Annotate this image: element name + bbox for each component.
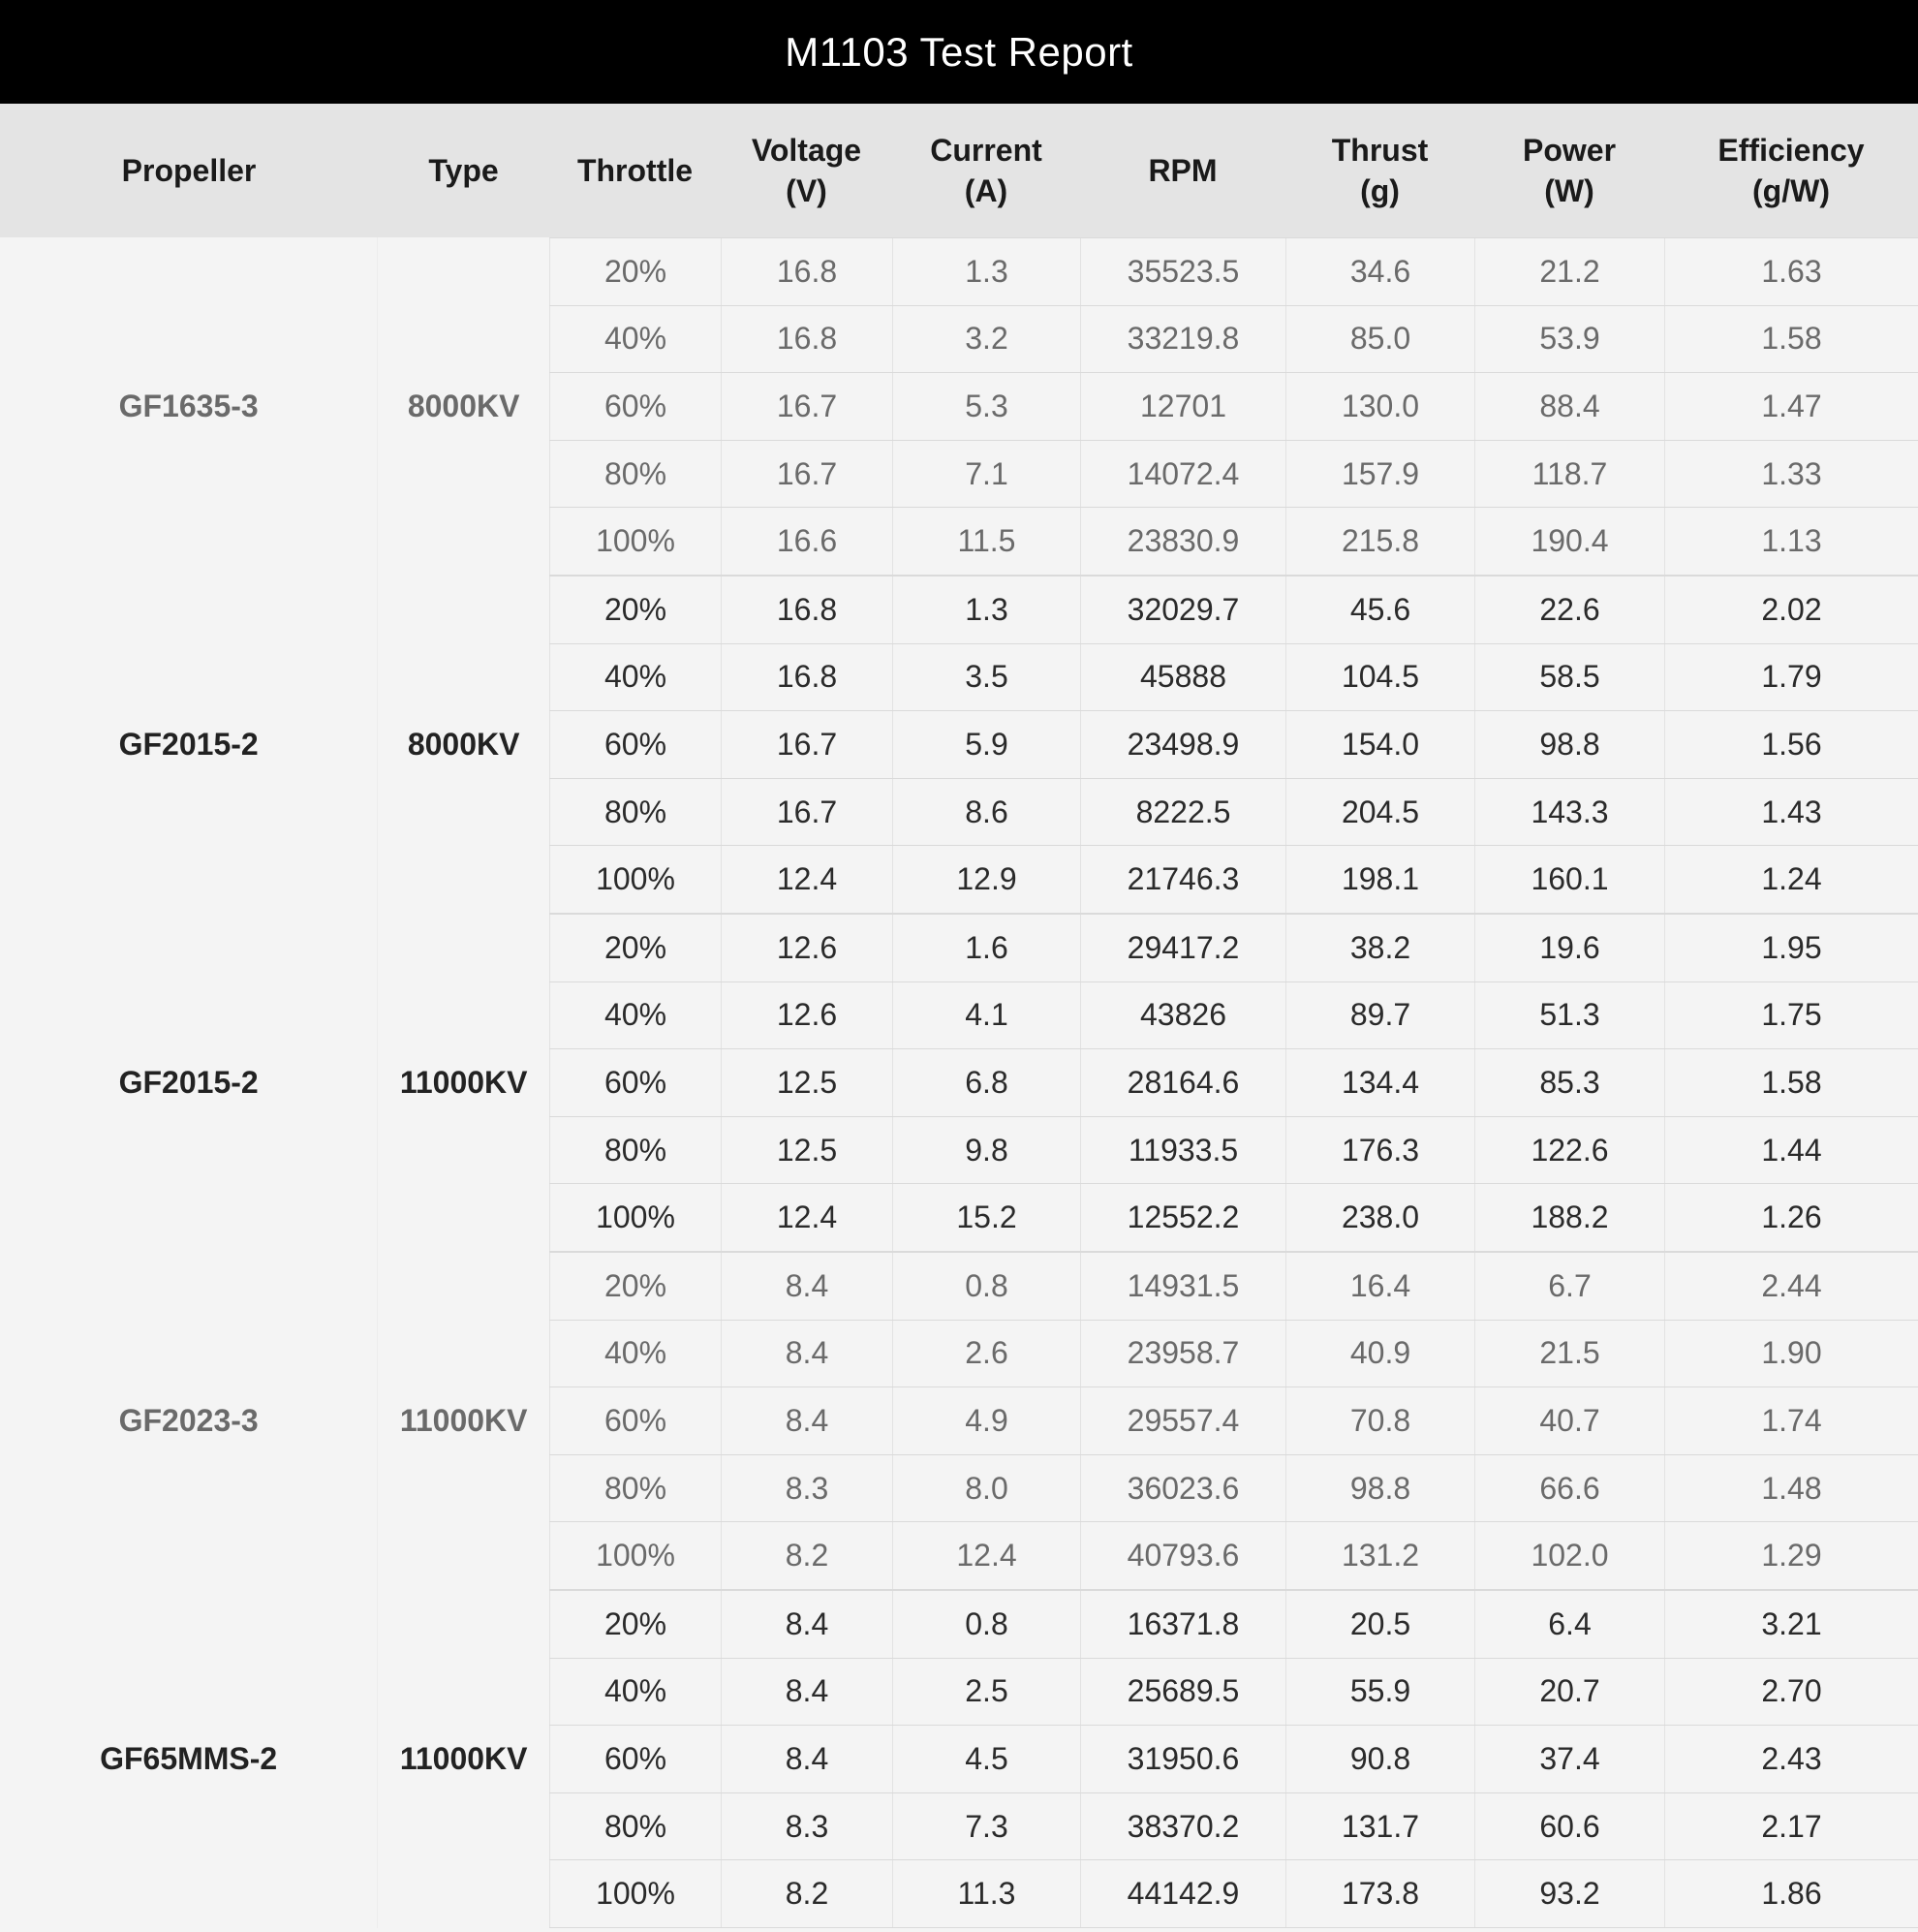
current-cell: 6.8 (892, 1049, 1080, 1116)
voltage-cell: 16.7 (721, 373, 892, 440)
table-row (549, 1726, 1918, 1793)
motor-type: 8000KV (377, 576, 549, 914)
current-cell: 0.8 (892, 1591, 1080, 1658)
throttle-cell: 20% (549, 238, 721, 305)
current-cell: 1.3 (892, 238, 1080, 305)
voltage-cell: 12.6 (721, 915, 892, 982)
table-row (549, 576, 1918, 644)
rpm-cell: 31950.6 (1080, 1726, 1285, 1792)
throttle-cell: 20% (549, 1591, 721, 1658)
current-cell: 2.5 (892, 1659, 1080, 1726)
power-cell: 98.8 (1474, 711, 1664, 778)
thrust-cell: 154.0 (1285, 711, 1474, 778)
header-type: Type (428, 153, 499, 188)
thrust-cell: 38.2 (1285, 915, 1474, 982)
power-cell: 40.7 (1474, 1387, 1664, 1454)
table-row (549, 914, 1918, 982)
efficiency-cell: 1.24 (1664, 846, 1918, 913)
rpm-cell: 45888 (1080, 644, 1285, 711)
voltage-cell: 8.2 (721, 1860, 892, 1927)
rpm-cell: 38370.2 (1080, 1793, 1285, 1860)
table-row (549, 1049, 1918, 1117)
propeller-name: GF2015-2 (118, 1065, 259, 1100)
power-cell: 122.6 (1474, 1117, 1664, 1184)
rpm-cell: 25689.5 (1080, 1659, 1285, 1726)
voltage-cell: 8.2 (721, 1522, 892, 1589)
power-cell: 143.3 (1474, 779, 1664, 846)
power-cell: 102.0 (1474, 1522, 1664, 1589)
power-cell: 53.9 (1474, 306, 1664, 373)
throttle-cell: 40% (549, 1321, 721, 1387)
header-current: Current (A) (930, 133, 1042, 208)
thrust-cell: 198.1 (1285, 846, 1474, 913)
throttle-cell: 60% (549, 711, 721, 778)
rpm-cell: 28164.6 (1080, 1049, 1285, 1116)
current-cell: 9.8 (892, 1117, 1080, 1184)
voltage-cell: 8.3 (721, 1455, 892, 1522)
current-cell: 4.5 (892, 1726, 1080, 1792)
table-row (549, 373, 1918, 441)
current-cell: 8.6 (892, 779, 1080, 846)
throttle-cell: 40% (549, 1659, 721, 1726)
power-cell: 190.4 (1474, 508, 1664, 575)
thrust-cell: 16.4 (1285, 1253, 1474, 1320)
efficiency-cell: 1.74 (1664, 1387, 1918, 1454)
header-voltage: Voltage (V) (751, 133, 862, 208)
throttle-cell: 40% (549, 982, 721, 1049)
header-efficiency: Efficiency (g/W) (1717, 133, 1865, 208)
power-cell: 6.7 (1474, 1253, 1664, 1320)
motor-type: 11000KV (377, 1590, 549, 1928)
throttle-cell: 100% (549, 1184, 721, 1251)
rpm-cell: 12552.2 (1080, 1184, 1285, 1251)
power-cell: 160.1 (1474, 846, 1664, 913)
group-rows (549, 576, 1918, 914)
power-cell: 85.3 (1474, 1049, 1664, 1116)
table-row (549, 1522, 1918, 1590)
voltage-cell: 16.6 (721, 508, 892, 575)
rpm-cell: 14931.5 (1080, 1253, 1285, 1320)
table-row (549, 237, 1918, 306)
efficiency-cell: 1.26 (1664, 1184, 1918, 1251)
power-cell: 22.6 (1474, 576, 1664, 643)
voltage-cell: 8.4 (721, 1387, 892, 1454)
rpm-cell: 43826 (1080, 982, 1285, 1049)
efficiency-cell: 1.56 (1664, 711, 1918, 778)
rpm-cell: 23830.9 (1080, 508, 1285, 575)
power-cell: 51.3 (1474, 982, 1664, 1049)
table-row (549, 508, 1918, 576)
power-cell: 21.5 (1474, 1321, 1664, 1387)
throttle-cell: 60% (549, 1387, 721, 1454)
table-body (0, 237, 1918, 1928)
power-cell: 93.2 (1474, 1860, 1664, 1927)
thrust-cell: 176.3 (1285, 1117, 1474, 1184)
rpm-cell: 21746.3 (1080, 846, 1285, 913)
efficiency-cell: 1.58 (1664, 306, 1918, 373)
rpm-cell: 11933.5 (1080, 1117, 1285, 1184)
thrust-cell: 20.5 (1285, 1591, 1474, 1658)
table-row (549, 1387, 1918, 1455)
efficiency-cell: 1.48 (1664, 1455, 1918, 1522)
throttle-cell: 80% (549, 441, 721, 508)
current-cell: 4.9 (892, 1387, 1080, 1454)
thrust-cell: 85.0 (1285, 306, 1474, 373)
table-row (549, 1590, 1918, 1659)
header-rpm: RPM (1148, 153, 1218, 188)
table-row (549, 644, 1918, 712)
header-power: Power (W) (1522, 133, 1617, 208)
header-throttle: Throttle (576, 153, 694, 188)
throttle-cell: 80% (549, 779, 721, 846)
rpm-cell: 33219.8 (1080, 306, 1285, 373)
throttle-cell: 20% (549, 576, 721, 643)
motor-type: 8000KV (377, 237, 549, 576)
rpm-cell: 16371.8 (1080, 1591, 1285, 1658)
voltage-cell: 8.4 (721, 1726, 892, 1792)
current-cell: 3.2 (892, 306, 1080, 373)
efficiency-cell: 3.21 (1664, 1591, 1918, 1658)
efficiency-cell: 1.33 (1664, 441, 1918, 508)
rpm-cell: 29417.2 (1080, 915, 1285, 982)
thrust-cell: 104.5 (1285, 644, 1474, 711)
current-cell: 12.4 (892, 1522, 1080, 1589)
efficiency-cell: 2.44 (1664, 1253, 1918, 1320)
current-cell: 11.3 (892, 1860, 1080, 1927)
current-cell: 7.1 (892, 441, 1080, 508)
rpm-cell: 29557.4 (1080, 1387, 1285, 1454)
efficiency-cell: 1.47 (1664, 373, 1918, 440)
propeller-name: GF65MMS-2 (100, 1741, 278, 1776)
propeller-name: GF2023-3 (118, 1403, 259, 1438)
voltage-cell: 16.8 (721, 238, 892, 305)
efficiency-cell: 2.43 (1664, 1726, 1918, 1792)
throttle-cell: 100% (549, 1860, 721, 1927)
rpm-cell: 44142.9 (1080, 1860, 1285, 1927)
efficiency-cell: 1.86 (1664, 1860, 1918, 1927)
current-cell: 5.3 (892, 373, 1080, 440)
table-row (549, 1252, 1918, 1321)
rpm-cell: 14072.4 (1080, 441, 1285, 508)
rpm-cell: 36023.6 (1080, 1455, 1285, 1522)
power-cell: 19.6 (1474, 915, 1664, 982)
group-rows (549, 1252, 1918, 1590)
voltage-cell: 8.4 (721, 1253, 892, 1320)
throttle-cell: 100% (549, 1522, 721, 1589)
thrust-cell: 45.6 (1285, 576, 1474, 643)
throttle-cell: 20% (549, 1253, 721, 1320)
current-cell: 1.3 (892, 576, 1080, 643)
thrust-cell: 40.9 (1285, 1321, 1474, 1387)
throttle-cell: 40% (549, 306, 721, 373)
propeller-group (0, 576, 1918, 914)
efficiency-cell: 1.75 (1664, 982, 1918, 1049)
rpm-cell: 23958.7 (1080, 1321, 1285, 1387)
thrust-cell: 238.0 (1285, 1184, 1474, 1251)
voltage-cell: 12.5 (721, 1049, 892, 1116)
table-row (549, 1659, 1918, 1727)
current-cell: 8.0 (892, 1455, 1080, 1522)
rpm-cell: 23498.9 (1080, 711, 1285, 778)
current-cell: 12.9 (892, 846, 1080, 913)
motor-type: 11000KV (377, 1252, 549, 1590)
voltage-cell: 16.8 (721, 576, 892, 643)
throttle-cell: 100% (549, 846, 721, 913)
table-row (549, 1793, 1918, 1861)
thrust-cell: 131.2 (1285, 1522, 1474, 1589)
voltage-cell: 16.7 (721, 441, 892, 508)
propeller-name: GF1635-3 (118, 389, 259, 423)
efficiency-cell: 1.95 (1664, 915, 1918, 982)
current-cell: 3.5 (892, 644, 1080, 711)
efficiency-cell: 1.13 (1664, 508, 1918, 575)
throttle-cell: 80% (549, 1793, 721, 1860)
efficiency-cell: 2.02 (1664, 576, 1918, 643)
thrust-cell: 157.9 (1285, 441, 1474, 508)
power-cell: 88.4 (1474, 373, 1664, 440)
table-header (0, 104, 1918, 237)
rpm-cell: 32029.7 (1080, 576, 1285, 643)
propeller-name: GF2015-2 (118, 727, 259, 762)
table-row (549, 711, 1918, 779)
header-thrust: Thrust (g) (1331, 133, 1429, 208)
current-cell: 11.5 (892, 508, 1080, 575)
thrust-cell: 204.5 (1285, 779, 1474, 846)
efficiency-cell: 1.58 (1664, 1049, 1918, 1116)
thrust-cell: 98.8 (1285, 1455, 1474, 1522)
thrust-cell: 89.7 (1285, 982, 1474, 1049)
thrust-cell: 34.6 (1285, 238, 1474, 305)
group-rows (549, 237, 1918, 576)
current-cell: 7.3 (892, 1793, 1080, 1860)
power-cell: 20.7 (1474, 1659, 1664, 1726)
thrust-cell: 70.8 (1285, 1387, 1474, 1454)
efficiency-cell: 2.70 (1664, 1659, 1918, 1726)
power-cell: 21.2 (1474, 238, 1664, 305)
current-cell: 0.8 (892, 1253, 1080, 1320)
thrust-cell: 55.9 (1285, 1659, 1474, 1726)
power-cell: 60.6 (1474, 1793, 1664, 1860)
voltage-cell: 12.4 (721, 846, 892, 913)
power-cell: 188.2 (1474, 1184, 1664, 1251)
voltage-cell: 16.7 (721, 711, 892, 778)
throttle-cell: 60% (549, 1049, 721, 1116)
current-cell: 4.1 (892, 982, 1080, 1049)
throttle-cell: 80% (549, 1455, 721, 1522)
report-title: M1103 Test Report (0, 0, 1918, 104)
thrust-cell: 130.0 (1285, 373, 1474, 440)
voltage-cell: 8.4 (721, 1591, 892, 1658)
efficiency-cell: 1.43 (1664, 779, 1918, 846)
voltage-cell: 16.8 (721, 644, 892, 711)
voltage-cell: 12.6 (721, 982, 892, 1049)
voltage-cell: 12.5 (721, 1117, 892, 1184)
table-row (549, 1184, 1918, 1252)
rpm-cell: 8222.5 (1080, 779, 1285, 846)
voltage-cell: 16.8 (721, 306, 892, 373)
efficiency-cell: 2.17 (1664, 1793, 1918, 1860)
thrust-cell: 90.8 (1285, 1726, 1474, 1792)
throttle-cell: 80% (549, 1117, 721, 1184)
propeller-group (0, 1590, 1918, 1928)
header-propeller: Propeller (121, 153, 257, 188)
power-cell: 66.6 (1474, 1455, 1664, 1522)
table-row (549, 982, 1918, 1050)
rpm-cell: 40793.6 (1080, 1522, 1285, 1589)
voltage-cell: 16.7 (721, 779, 892, 846)
efficiency-cell: 1.63 (1664, 238, 1918, 305)
table-row (549, 306, 1918, 374)
throttle-cell: 40% (549, 644, 721, 711)
throttle-cell: 100% (549, 508, 721, 575)
thrust-cell: 134.4 (1285, 1049, 1474, 1116)
voltage-cell: 8.4 (721, 1659, 892, 1726)
voltage-cell: 8.4 (721, 1321, 892, 1387)
current-cell: 2.6 (892, 1321, 1080, 1387)
power-cell: 37.4 (1474, 1726, 1664, 1792)
table-row (549, 1117, 1918, 1185)
thrust-cell: 131.7 (1285, 1793, 1474, 1860)
table-row (549, 1860, 1918, 1928)
group-rows (549, 914, 1918, 1252)
power-cell: 118.7 (1474, 441, 1664, 508)
table-row (549, 1455, 1918, 1523)
voltage-cell: 12.4 (721, 1184, 892, 1251)
propeller-group (0, 1252, 1918, 1590)
table-row (549, 1321, 1918, 1388)
current-cell: 5.9 (892, 711, 1080, 778)
motor-type: 11000KV (377, 914, 549, 1252)
table-row (549, 779, 1918, 847)
efficiency-cell: 1.79 (1664, 644, 1918, 711)
rpm-cell: 12701 (1080, 373, 1285, 440)
efficiency-cell: 1.29 (1664, 1522, 1918, 1589)
throttle-cell: 60% (549, 1726, 721, 1792)
efficiency-cell: 1.44 (1664, 1117, 1918, 1184)
thrust-cell: 215.8 (1285, 508, 1474, 575)
rpm-cell: 35523.5 (1080, 238, 1285, 305)
throttle-cell: 60% (549, 373, 721, 440)
current-cell: 1.6 (892, 915, 1080, 982)
throttle-cell: 20% (549, 915, 721, 982)
table-row (549, 846, 1918, 914)
current-cell: 15.2 (892, 1184, 1080, 1251)
propeller-group (0, 914, 1918, 1252)
voltage-cell: 8.3 (721, 1793, 892, 1860)
power-cell: 6.4 (1474, 1591, 1664, 1658)
efficiency-cell: 1.90 (1664, 1321, 1918, 1387)
table-row (549, 441, 1918, 509)
thrust-cell: 173.8 (1285, 1860, 1474, 1927)
power-cell: 58.5 (1474, 644, 1664, 711)
group-rows (549, 1590, 1918, 1928)
propeller-group (0, 237, 1918, 576)
